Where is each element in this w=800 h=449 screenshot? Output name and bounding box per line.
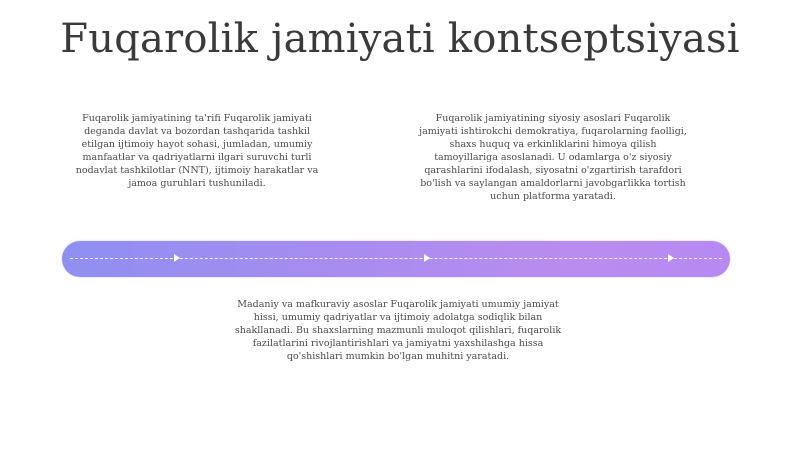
slide-title: Fuqarolik jamiyati kontseptsiyasi: [60, 16, 740, 62]
timeline-bar: [62, 241, 730, 277]
text-block-definition: Fuqarolik jamiyatining ta'rifi Fuqarolik jamiyati deganda davlat va bozordan tashqarida tashkil etilgan ijtimoiy hayot sohasi, jumladan, umumiy manfaatlar va qadriyatlarni ilgari suruvchi turli nodavlat tashkilotlar (NNT), ijtimoiy harakatlar va jamoa guruhlari tushuniladi.: [75, 113, 319, 189]
timeline-dashed-line: [70, 258, 722, 259]
text-block-political-foundations: Fuqarolik jamiyatining siyosiy asoslari Fuqarolik jamiyati ishtirokchi demokratiya, fuqarolarning faolligi, shaxs huquq va erkinliklarini himoya qilish tamoyillariga asoslanadi. U odamlarga o'z siyosiy qarashlarini ifodalash, siyosatni o'zgartirish tarafdori bo'lish va saylangan amaldorlarni javobgarlikka tortish uchun platforma yaratadi.: [419, 113, 687, 202]
arrow-right-icon: [424, 254, 430, 262]
arrow-right-icon: [174, 254, 180, 262]
text-block-cultural-foundations: Madaniy va mafkuraviy asoslar Fuqarolik jamiyati umumiy jamiyat hissi, umumiy qadriyatlar va ijtimoiy adolatga sodiqlik bilan shakllanadi. Bu shaxslarning mazmunli muloqot qilishlari, fuqarolik fazilatlarini rivojlantirishlari va jamiyatni yaxshilashga hissa qo'shishlari mumkin bo'lgan muhitni yaratadi.: [234, 299, 562, 362]
arrow-right-icon: [668, 254, 674, 262]
